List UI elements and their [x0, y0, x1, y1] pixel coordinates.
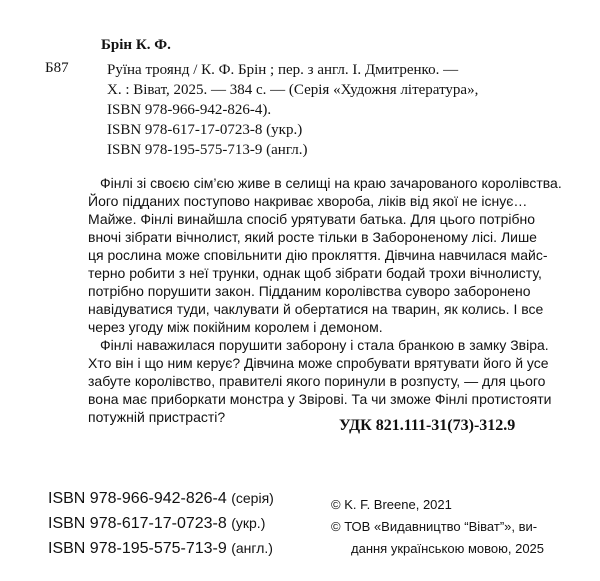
udk-code: УДК 821.111-31(73)-312.9	[339, 417, 516, 434]
annotation-line: Його підданих поступово накриває хвороба, ліків від якої не існує…	[88, 193, 528, 209]
isbn-number: ISBN 978-195-575-713-9	[48, 540, 227, 557]
annotation-line: потрібно порушити закон. Підданим королівства суворо заборонено	[88, 283, 531, 299]
copyright-author: © K. F. Breene, 2021	[331, 497, 452, 512]
copyright-block	[331, 494, 544, 560]
footer-isbn-eng	[48, 536, 274, 561]
copyright-edition: дання українською мовою, 2025	[351, 541, 545, 556]
annotation-line: забуте королівство, правителі якого поринули в розпусту, — для цього	[88, 373, 546, 389]
copyright-publisher: © ТОВ «Видавництво “Віват”», ви-	[331, 519, 538, 534]
annotation-line: Майже. Фінлі винайшла спосіб урятувати батька. Для цього потрібно	[88, 211, 536, 227]
annotation	[88, 174, 562, 426]
isbn-line-ukr: ISBN 978-617-17-0723-8 (укр.)	[107, 122, 303, 138]
isbn-number: ISBN 978-966-942-826-4	[48, 490, 227, 507]
isbn-note: (укр.)	[231, 515, 266, 531]
annotation-line: через угоду між покійним королем і демоном.	[88, 319, 383, 335]
footer-isbn-ukr	[48, 511, 274, 536]
annotation-line: вона має приборкати монстра у Звірові. Та чи зможе Фінлі протистояти	[88, 391, 552, 407]
footer-isbn-list	[48, 486, 274, 561]
annotation-line: ця рослина може сповільнити дію прокляття. Дівчина навчилася майс-	[88, 247, 548, 263]
isbn-line-eng: ISBN 978-195-575-713-9 (англ.)	[107, 142, 308, 158]
annotation-line: потужній пристрасті?	[88, 409, 226, 425]
isbn-number: ISBN 978-617-17-0723-8	[48, 515, 227, 532]
annotation-line: Хто він і що ним керує? Дівчина може спробувати врятувати його й усе	[88, 355, 549, 371]
isbn-note: (серія)	[231, 490, 274, 506]
annotation-line: терно робити з неї трунки, однак щоб зібрати бодай трохи вічнолисту,	[88, 265, 542, 281]
annotation-line: навідуватися туди, чаклувати й обертатися на тварин, як колись. І все	[88, 301, 544, 317]
annotation-line: Фінлі наважилася порушити заборону і стала бранкою в замку Звіра.	[100, 337, 549, 353]
footer-isbn-series	[48, 486, 274, 511]
bib-line: Х. : Віват, 2025. — 384 с. — (Серія «Художня література»,	[107, 82, 479, 98]
annotation-line: вночі зібрати вічнолист, який росте тільки в Забороненому лісі. Лише	[88, 229, 537, 245]
annotation-line: Фінлі зі своєю сім’єю живе в селищі на краю зачарованого королівства.	[100, 175, 562, 191]
author-heading: Брін К. Ф.	[101, 37, 171, 53]
classification-code: Б87	[45, 60, 69, 76]
isbn-note: (англ.)	[231, 540, 273, 556]
bib-line: ISBN 978-966-942-826-4).	[107, 102, 272, 118]
bibliographic-record	[107, 60, 478, 160]
bib-line: Руїна троянд / К. Ф. Брін ; пер. з англ. І. Дмитренко. —	[107, 62, 459, 78]
